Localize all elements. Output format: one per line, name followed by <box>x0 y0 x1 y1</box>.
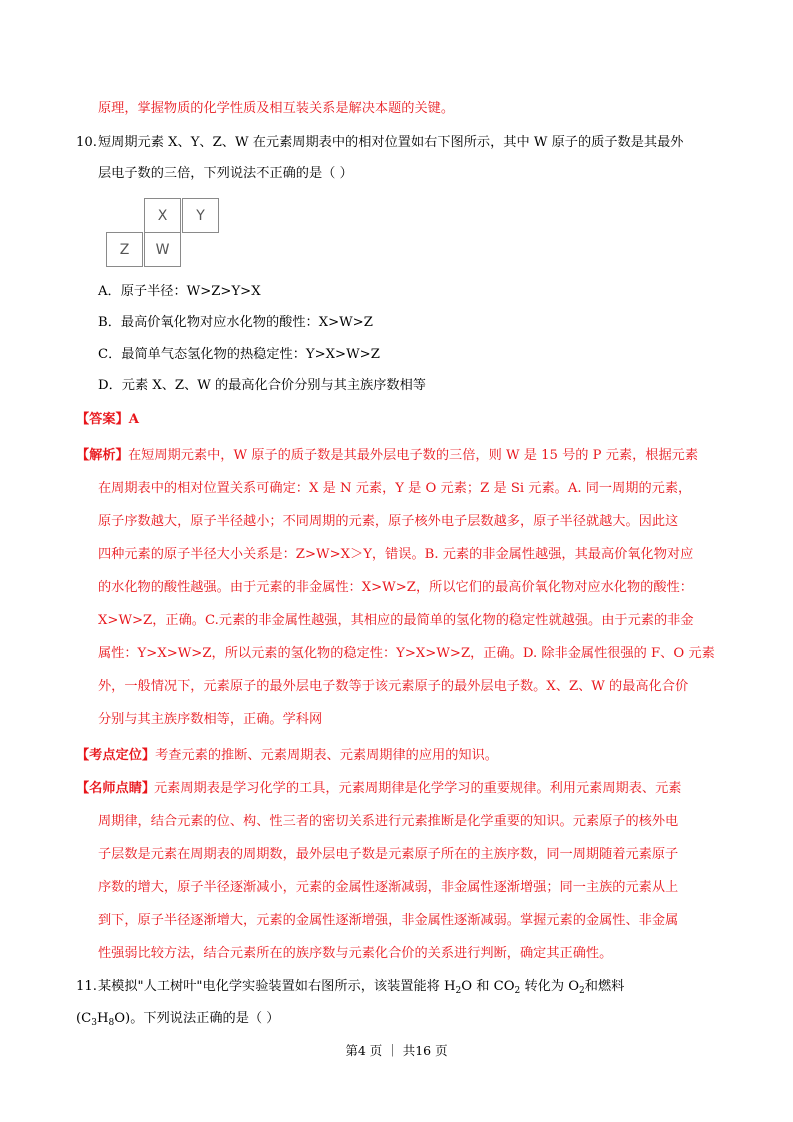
analysis-line-5: 的水化物的酸性越强。由于元素的非金属性：X>W>Z，所以它们的最高价氧化物对应水化物的酸性： <box>98 580 693 595</box>
analysis-tag: 【解析】 <box>76 448 129 463</box>
analysis-line-8: 外，一般情况下，元素原子的最外层电子数等于该元素原子的最外层电子数。X、Z、W 的最高化合价 <box>98 679 689 694</box>
q11-sub-1: 2 <box>455 986 462 996</box>
periodic-table-fragment <box>106 198 222 268</box>
q11-stem-line-2 <box>76 1009 279 1029</box>
mingshi-line-2: 周期律，结合元素的位、构、性三者的密切关系进行元素推断是化学重要的知识。元素原子的核外电 <box>98 814 679 829</box>
mingshi-line-3: 子层数是元素在周期表的周期数，最外层电子数是元素原子所在的主族序数，同一周期随着元素原子 <box>98 847 679 862</box>
q11-text-g: O)。下列说法正确的是（ ） <box>114 1011 280 1026</box>
analysis-line-9: 分别与其主族序数相等，正确。学科网 <box>98 712 323 727</box>
mingshi-line-4: 序数的增大，原子半径逐渐减小，元素的金属性逐渐减弱，非金属性逐渐增强；同一主族的元素从上 <box>98 880 679 895</box>
option-b: B．最高价氧化物对应水化物的酸性：X>W>Z <box>98 315 373 330</box>
cell-x: X <box>144 198 181 233</box>
analysis-line-6: X>W>Z，正确。C.元素的非金属性越强，其相应的最简单的氢化物的稳定性就越强。由于元素的非金 <box>98 613 694 628</box>
q11-text-d: 和燃料 <box>584 979 625 994</box>
cell-z: Z <box>106 232 143 267</box>
answer-tag: 【答案】 <box>76 412 129 427</box>
kaodian-tag: 【考点定位】 <box>76 748 156 763</box>
page-footer: 第4 页 ｜ 共16 页 <box>345 1043 448 1058</box>
cell-y: Y <box>182 198 219 233</box>
analysis-line-7: 属性：Y>X>W>Z，所以元素的氢化物的稳定性：Y>X>W>Z，正确。D. 除非金属性很强的 F、O 元素 <box>98 646 715 661</box>
q11-text-e: (C <box>76 1011 92 1026</box>
q11-sub-5: 8 <box>108 1018 115 1028</box>
q11-sub-3: 2 <box>579 986 585 996</box>
answer-value: A <box>128 412 139 427</box>
kaodian-text: 考查元素的推断、元素周期表、元素周期律的应用的知识。 <box>155 748 498 763</box>
option-d: D．元素 X、Z、W 的最高化合价分别与其主族序数相等 <box>98 378 426 393</box>
option-a: A．原子半径：W>Z>Y>X <box>98 284 261 299</box>
previous-analysis-tail: 原理，掌握物质的化学性质及相互装关系是解决本题的关键。 <box>98 101 455 116</box>
q11-text-a: 某模拟"人工树叶"电化学实验装置如右图所示，该装置能将 H <box>98 979 456 994</box>
q11-sub-4: 3 <box>91 1018 97 1028</box>
q11-number: 11. <box>76 979 97 994</box>
q11-text-c: 转化为 O <box>520 979 580 994</box>
analysis-line-1: 在短周期元素中，W 原子的质子数是其最外层电子数的三倍，则 W 是 15 号的 P 元素，根据元素 <box>128 448 699 463</box>
cell-w: W <box>144 232 181 267</box>
mingshi-line-5: 到下，原子半径逐渐增大，元素的金属性逐渐增强，非金属性逐渐减弱。掌握元素的金属性、非金属 <box>98 913 679 928</box>
q10-stem-line-1: 短周期元素 X、Y、Z、W 在元素周期表中的相对位置如右下图所示，其中 W 原子的质子数是其最外 <box>98 135 684 150</box>
q11-text-b: O 和 CO <box>461 979 515 994</box>
analysis-line-3: 原子序数越大，原子半径越小；不同周期的元素，原子核外电子层数越多，原子半径就越大。因此这 <box>98 514 679 529</box>
mingshi-line-6: 性强弱比较方法，结合元素所在的族序数与元素化合价的关系进行判断，确定其正确性。 <box>98 946 613 961</box>
analysis-line-4: 四种元素的原子半径大小关系是：Z>W>X＞Y，错误。B. 元素的非金属性越强，其最高价氧化物对应 <box>98 547 694 562</box>
mingshi-tag: 【名师点睛】 <box>76 781 156 796</box>
q11-stem-line-1 <box>98 977 624 997</box>
q10-number: 10. <box>76 135 97 150</box>
option-c: C．最简单气态氢化物的热稳定性：Y>X>W>Z <box>98 347 380 362</box>
analysis-line-2: 在周期表中的相对位置关系可确定：X 是 N 元素，Y 是 O 元素；Z 是 Si 元素。A. 同一周期的元素， <box>98 481 692 496</box>
q10-stem-line-2: 层电子数的三倍，下列说法不正确的是（ ） <box>98 166 353 181</box>
answer <box>76 410 139 430</box>
q11-text-f: H <box>96 1011 109 1026</box>
kaodian <box>76 746 498 766</box>
mingshi-line-1: 元素周期表是学习化学的工具，元素周期律是化学学习的重要规律。利用元素周期表、元素 <box>154 781 682 796</box>
q11-sub-2: 2 <box>514 986 521 996</box>
